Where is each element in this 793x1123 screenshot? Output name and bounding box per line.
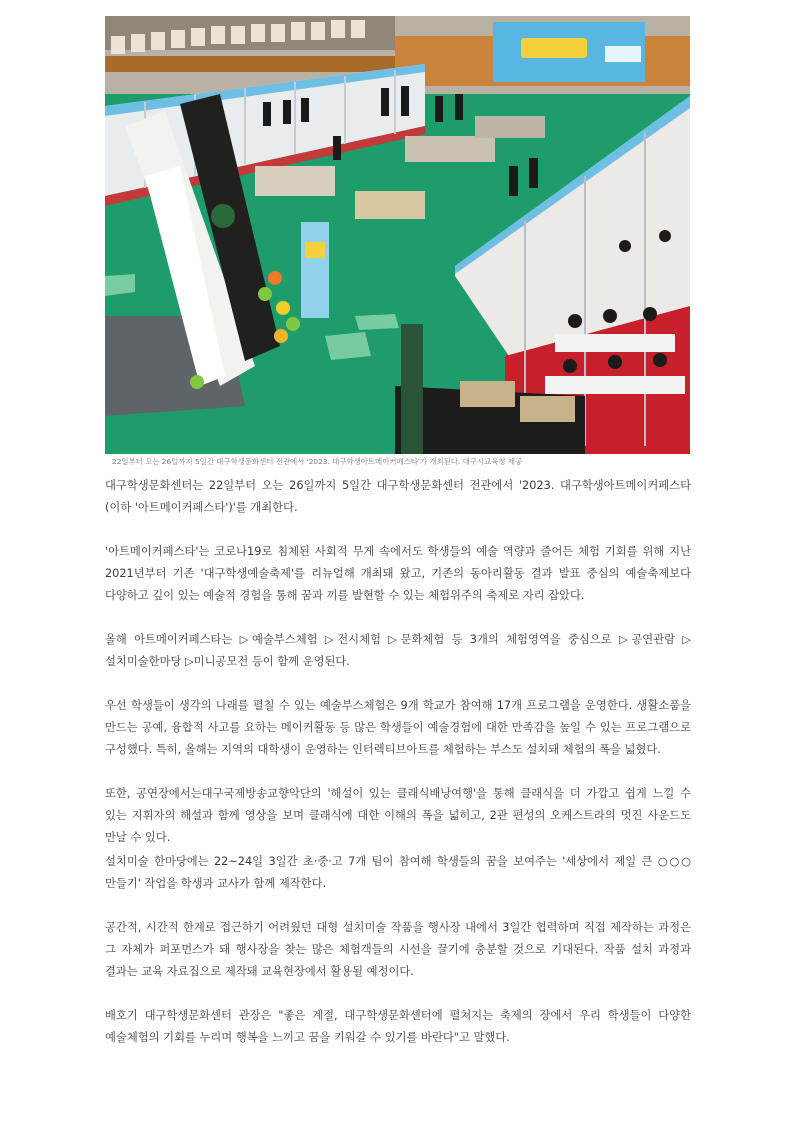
article-paragraph: 또한, 공연장에서는대구국제방송교향악단의 '해설이 있는 클래식배낭여행'을 통해 클래식을 더 가깝고 쉽게 느낄 수 있는 지휘자의 해설과 함께 영상을 보며 클래식에 대한 이해의 폭을 넓히고, 2관 편성의 오케스트라의 멋진 사운드도 만날 수 있다.	[105, 787, 691, 844]
article-paragraph: 우선 학생들이 생각의 나래를 펼칠 수 있는 예술부스체험은 9개 학교가 참여해 17개 프로그램을 운영한다. 생활소품을 만드는 공예, 융합적 사고를 요하는 메이커활동 등 많은 학생들이 예술경험에 대한 만족감을 높일 수 있는 프로그램으로 구성했다. 특히, 올해는 지역의 대학생이 운영하는 인터렉티브아트를 체험하는 부스도 설치돼 체험의 폭을 넓혔다.	[105, 699, 691, 756]
article-paragraph: '아트메이커페스타'는 코로나19로 침체된 사회적 무게 속에서도 학생들의 예술 역량과 줄어든 체험 기회를 위해 지난 2021년부터 기존 '대구학생예술축제'를 리뉴얼해 개최돼 왔고, 기존의 동아리활동 결과 발표 중심의 예술축제보다 다양하고 깊이 있는 예술적 경험을 통해 꿈과 끼를 발현할 수 있는 체험위주의 축제로 자리 잡았다.	[105, 545, 691, 602]
article-paragraph: 배호기 대구학생문화센터 관장은 "좋은 계절, 대구학생문화센터에 펼쳐지는 축제의 장에서 우리 학생들이 다양한 예술체험의 기회를 누리며 행복을 느끼고 꿈을 키워갈 수 있기를 바란다"고 말했다.	[105, 1009, 691, 1044]
photo-illustration	[105, 16, 690, 454]
article-paragraph: 대구학생문화센터는 22일부터 오는 26일까지 5일간 대구학생문화센터 전관에서 '2023. 대구학생아트메이커페스타(이하 '아트메이커페스타')'를 개최한다.	[105, 479, 691, 514]
article-paragraph: 설치미술 한마당에는 22~24일 3일간 초·중·고 7개 팀이 참여해 학생들의 꿈을 보여주는 '세상에서 제일 큰 ○○○ 만들기' 작업을 학생과 교사가 함께 제작한다.	[105, 855, 691, 890]
exhibition-hall-photo	[105, 16, 690, 454]
article-paragraph: 공간적, 시간적 한계로 접근하기 어려웠던 대형 설치미술 작품을 행사장 내에서 3일간 협력하며 직접 제작하는 과정은 그 자체가 퍼포먼스가 돼 행사장을 찾는 많은 체험객들의 시선을 끌기에 충분할 것으로 기대된다. 작품 설치 과정과 결과는 교육 자료집으로 제작돼 교육현장에서 활용될 예정이다.	[105, 921, 691, 978]
article-body	[105, 475, 691, 1049]
photo-caption: 22일부터 오는 26일까지 5일간 대구학생문화센터 전관에서 '2023. 대구학생아트메이커페스타'가 개최된다. 대구시교육청 제공	[112, 457, 523, 466]
article-paragraph: 올해 아트메이커페스타는 ▷예술부스체험 ▷전시체험 ▷문화체험 등 3개의 체험영역을 중심으로 ▷공연관람 ▷설치미술한마당 ▷미니공모전 등이 함께 운영된다.	[105, 633, 691, 668]
